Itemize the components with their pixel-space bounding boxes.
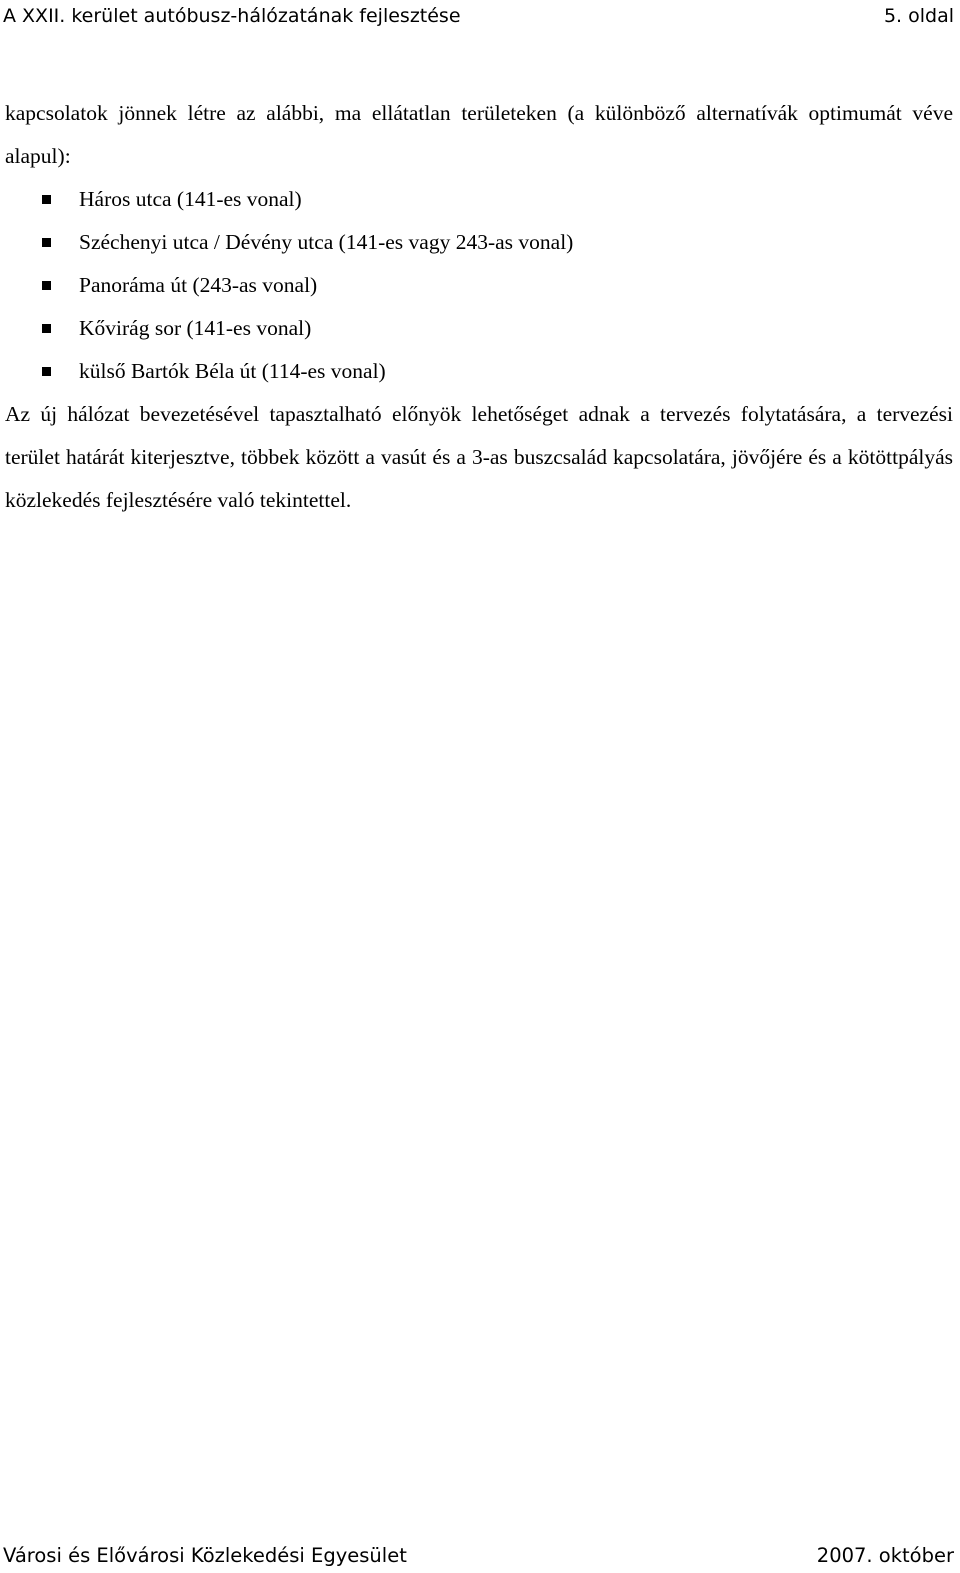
- closing-paragraph: Az új hálózat bevezetésével tapasztalható előnyök lehetőséget adnak a tervezés folytatására, a tervezési terület határát kiterjesztve, többek között a vasút és a 3-as buszcsalád kapcsolatára, jövőjére és a kötöttpályás közlekedés fejlesztésére való tekintettel.: [5, 402, 953, 512]
- list-item-text: Panoráma út (243-as vonal): [79, 273, 318, 297]
- document-title: A XXII. kerület autóbusz-hálózatának fejlesztése: [3, 5, 461, 27]
- square-bullet-icon: [42, 367, 51, 376]
- square-bullet-icon: [42, 238, 51, 247]
- intro-paragraph: kapcsolatok jönnek létre az alábbi, ma ellátatlan területeken (a különböző alternatívák optimumát véve alapul):: [5, 101, 953, 168]
- organization-name: Városi és Elővárosi Közlekedési Egyesület: [3, 1544, 407, 1567]
- list-item: [5, 178, 953, 221]
- square-bullet-icon: [42, 324, 51, 333]
- list-item: [5, 221, 953, 264]
- page-number: 5. oldal: [883, 5, 954, 27]
- list-item-text: Kővirág sor (141-es vonal): [79, 316, 312, 340]
- list-item-text: Háros utca (141-es vonal): [79, 187, 302, 211]
- page-header: [3, 2, 954, 30]
- list-item: [5, 307, 953, 350]
- list-item: [5, 264, 953, 307]
- list-item-text: külső Bartók Béla út (114-es vonal): [79, 359, 386, 383]
- publication-date: 2007. október: [816, 1544, 954, 1567]
- square-bullet-icon: [42, 195, 51, 204]
- list-item: [5, 350, 953, 393]
- bullet-list: [5, 178, 953, 393]
- page-footer: [3, 1539, 954, 1573]
- list-item-text: Széchenyi utca / Dévény utca (141-es vagy 243-as vonal): [79, 230, 574, 254]
- square-bullet-icon: [42, 281, 51, 290]
- document-body: [5, 92, 953, 522]
